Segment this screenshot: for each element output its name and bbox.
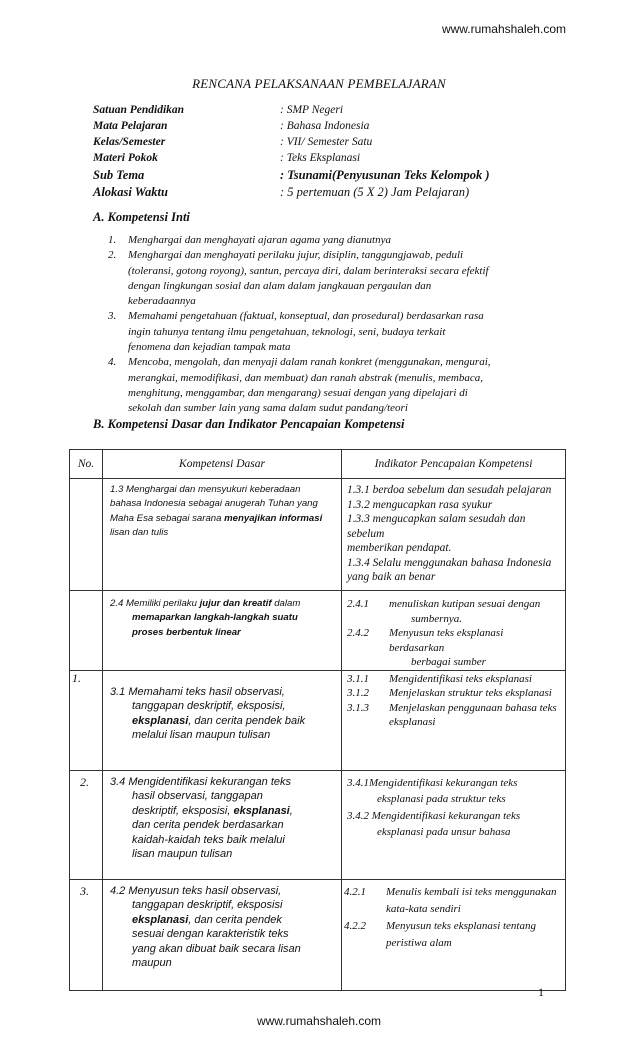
kd-cell: 3.4 Mengidentifikasi kekurangan teks hasil observasi, tanggapan deskriptif, eksposisi, eksplanasi, dan cerita pendek berdasarkan kaidah-kaidah teks baik melalui lisan maupun tulisan xyxy=(103,770,342,879)
page-number: 1 xyxy=(538,985,544,999)
meta-row: Materi Pokok : Teks Eksplanasi xyxy=(93,152,361,164)
meta-row: Mata Pelajaran : Bahasa Indonesia xyxy=(93,120,370,132)
kompetensi-inti-list xyxy=(108,233,546,417)
list-item: 1. Menghargai dan menghayati ajaran agama yang dianutnya xyxy=(108,234,391,246)
table-row xyxy=(70,670,566,770)
row-number-cell: 2. xyxy=(70,770,103,879)
list-item: 2. Menghargai dan menghayati perilaku jujur, disiplin, tanggungjawab, peduli (toleransi, gotong royong), santun, percaya diri, dalam berinteraksi secara efektif dengan lingkungan sosial dan alam dalam jangkauan pergaulan dan keberadaannya xyxy=(108,249,489,308)
indicator-cell: 2.4.1 menuliskan kutipan sesuai dengan sumbernya. 2.4.2 Menyusun teks eksplanasi berdasarkan berbagai sumber xyxy=(342,591,566,671)
meta-row: Sub Tema : Tsunami(Penyusunan Teks Kelompok ) xyxy=(93,168,490,182)
indicator-cell: 3.4.1Mengidentifikasi kekurangan teks eksplanasi pada struktur teks 3.4.2 Mengidentifikasi kekurangan teks eksplanasi pada unsur bahasa xyxy=(342,770,566,879)
indicator-cell: 1.3.1 berdoa sebelum dan sesudah pelajaran 1.3.2 mengucapkan rasa syukur 1.3.3 mengucapkan salam sesudah dan sebelum memberikan pendapat. 1.3.4 Selalu menggunakan bahasa Indonesia yang baik an benar xyxy=(342,479,566,591)
column-header: Indikator Pencapaian Kompetensi xyxy=(342,450,566,479)
column-header: Kompetensi Dasar xyxy=(103,450,342,479)
section-b-heading: B. Kompetensi Dasar dan Indikator Pencapaian Kompetensi xyxy=(93,417,405,431)
row-number-cell: 1. xyxy=(70,670,103,770)
list-item: 3. Memahami pengetahuan (faktual, konseptual, dan prosedural) berdasarkan rasa ingin tahunya tentang ilmu pengetahuan, teknologi, seni, budaya terkait fenomena dan kejadian tampak mata xyxy=(108,310,484,354)
list-item: 4. Mencoba, mengolah, dan menyaji dalam ranah konkret (menggunakan, mengurai, merangkai, memodifikasi, dan membuat) dan ranah abstrak (menulis, membaca, menghitung, menggambar, dan mengarang) sesuai dengan yang dipelajari di sekolah dan sumber lain yang sama dalam sudut pandang/teori xyxy=(108,356,491,415)
meta-row: Kelas/Semester : VII/ Semester Satu xyxy=(93,136,373,148)
meta-row: Alokasi Waktu : 5 pertemuan (5 X 2) Jam Pelajaran) xyxy=(93,185,470,199)
row-number-cell: 3. xyxy=(70,879,103,990)
section-a-heading: A. Kompetensi Inti xyxy=(93,210,190,224)
indicator-cell: 4.2.1 Menulis kembali isi teks menggunakan kata-kata sendiri 4.2.2 Menyusun teks eksplanasi tentang peristiwa alam xyxy=(342,879,566,990)
column-header: No. xyxy=(70,450,103,479)
table-header-row xyxy=(70,450,566,479)
kd-cell: 2.4 Memiliki perilaku jujur dan kreatif dalam memaparkan langkah-langkah suatu proses berbentuk linear xyxy=(103,591,342,671)
table-row xyxy=(70,770,566,879)
indicator-cell: 3.1.1 Mengidentifikasi teks eksplanasi 3.1.2 Menjelaskan struktur teks eksplanasi 3.1.3 Menjelaskan penggunaan bahasa teks eksplanasi xyxy=(342,670,566,770)
table-row xyxy=(70,591,566,671)
site-footer-url: www.rumahshaleh.com xyxy=(256,1014,382,1028)
row-number-cell xyxy=(70,591,103,671)
identity-block xyxy=(93,104,553,202)
table-row xyxy=(70,479,566,591)
kd-cell: 4.2 Menyusun teks hasil observasi, tanggapan deskriptif, eksposisi eksplanasi, dan cerita pendek sesuai dengan karakteristik teks yang akan dibuat baik secara lisan maupun xyxy=(103,879,342,990)
meta-row: Satuan Pendidikan : SMP Negeri xyxy=(93,104,344,116)
kd-cell: 1.3 Menghargai dan mensyukuri keberadaan bahasa Indonesia sebagai anugerah Tuhan yang Maha Esa sebagai sarana menyajikan informasi lisan dan tulis xyxy=(103,479,342,591)
kd-cell: 3.1 Memahami teks hasil observasi, tanggapan deskriptif, eksposisi, eksplanasi, dan cerita pendek baik melalui lisan maupun tulisan xyxy=(103,670,342,770)
kompetensi-table xyxy=(69,449,566,991)
document-title: RENCANA PELAKSANAAN PEMBELAJARAN xyxy=(192,76,446,91)
table-row xyxy=(70,879,566,990)
row-number-cell xyxy=(70,479,103,591)
site-header-url: www.rumahshaleh.com xyxy=(441,22,566,36)
